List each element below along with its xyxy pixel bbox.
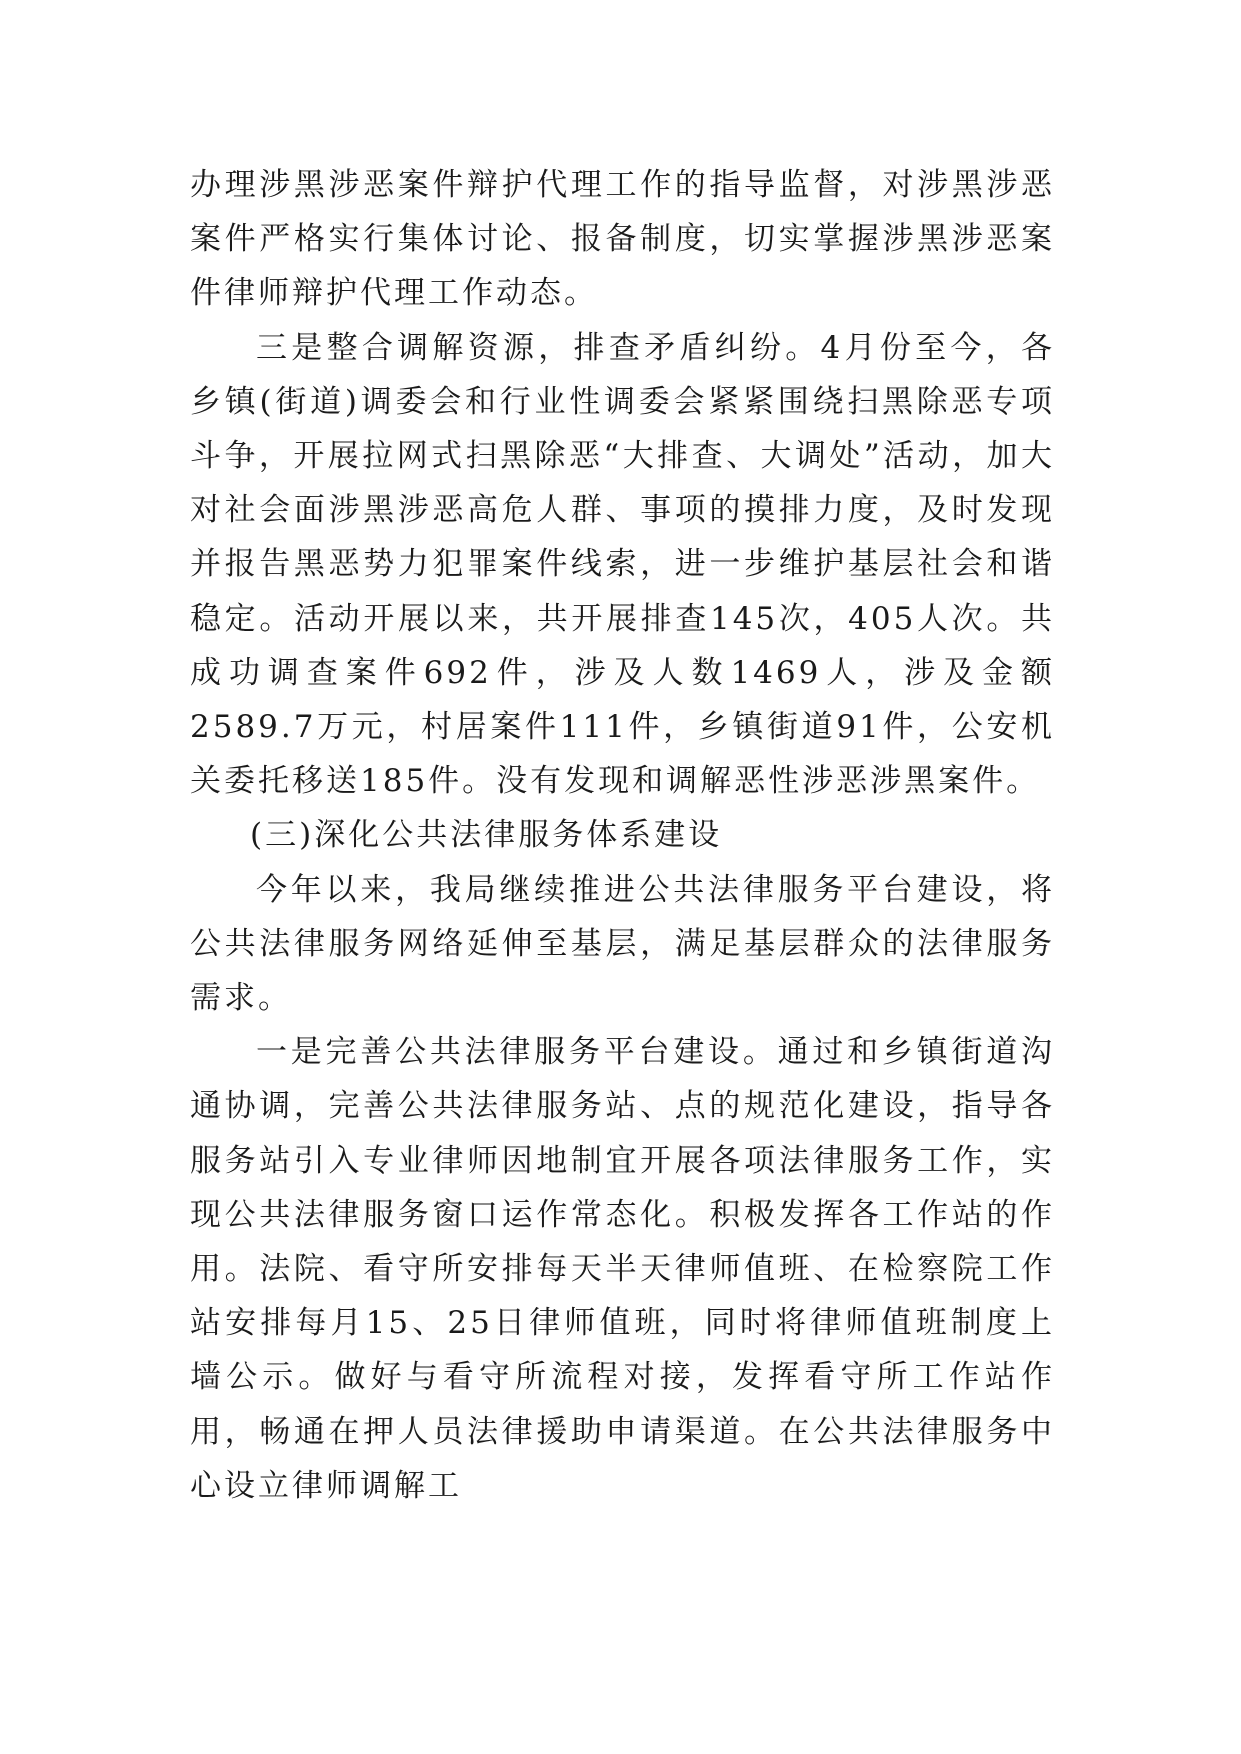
paragraph-mediation-resources: 三是整合调解资源，排查矛盾纠纷。4月份至今，各乡镇(街道)调委会和行业性调委会紧紧围绕扫黑除恶专项斗争，开展拉网式扫黑除恶“大排查、大调处”活动，加大对社会面涉黑涉恶高危人群、事项的摸排力度，及时发现并报告黑恶势力犯罪案件线索，进一步维护基层社会和谐稳定。活动开展以来，共开展排查145次，405人次。共成功调查案件692件，涉及人数1469人，涉及金额2589.7万元，村居案件111件，乡镇街道91件，公安机关委托移送185件。没有发现和调解恶性涉恶涉黑案件。 bbox=[190, 329, 1055, 800]
document-body bbox=[190, 158, 1055, 1513]
section-heading-public-legal-service: (三)深化公共法律服务体系建设 bbox=[250, 817, 723, 854]
paragraph-guidance-supervision: 办理涉黑涉恶案件辩护代理工作的指导监督，对涉黑涉恶案件严格实行集体讨论、报备制度，切实掌握涉黑涉恶案件律师辩护代理工作动态。 bbox=[190, 167, 1055, 312]
paragraph-platform-construction: 一是完善公共法律服务平台建设。通过和乡镇街道沟通协调，完善公共法律服务站、点的规范化建设，指导各服务站引入专业律师因地制宜开展各项法律服务工作，实现公共法律服务窗口运作常态化。积极发挥各工作站的作用。法院、看守所安排每天半天律师值班、在检察院工作站安排每月15、25日律师值班，同时将律师值班制度上墙公示。做好与看守所流程对接，发挥看守所工作站作用，畅通在押人员法律援助申请渠道。在公共法律服务中心设立律师调解工 bbox=[190, 1034, 1055, 1504]
paragraph-platform-intro: 今年以来，我局继续推进公共法律服务平台建设，将公共法律服务网络延伸至基层，满足基层群众的法律服务需求。 bbox=[190, 871, 1055, 1017]
